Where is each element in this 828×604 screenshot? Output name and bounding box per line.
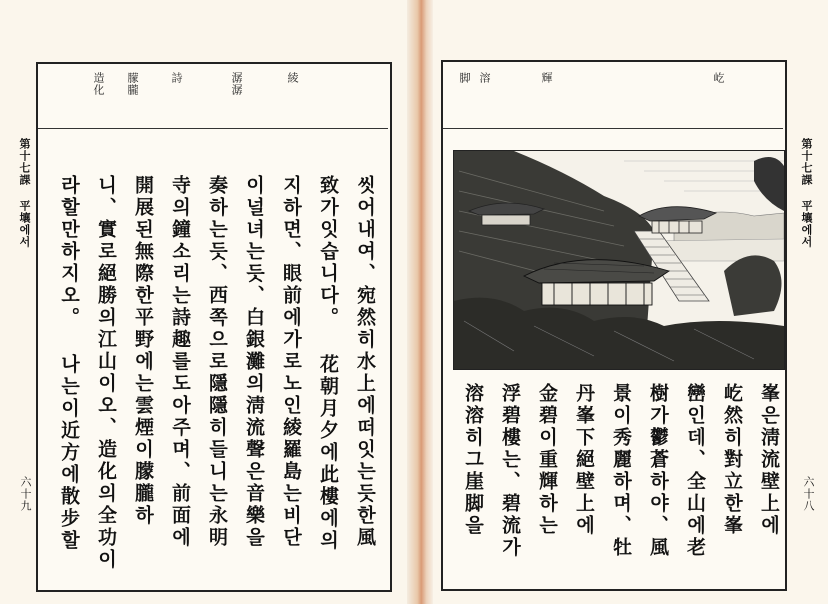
text-column: 丹峯下絕壁上에 xyxy=(573,383,595,537)
pavilion-landscape-illustration xyxy=(453,150,785,370)
text-column: 씻어내여、宛然히水上에떠잇는듯한風 xyxy=(354,175,376,549)
text-column: 峯은淸流壁上에 xyxy=(758,383,780,537)
gloss-4: 潺潺 xyxy=(230,72,243,96)
text-column: 라할만하지오。 나는이近方에散步할 xyxy=(58,175,80,552)
text-column: 開展된無際한平野에는雲煙이朦朧하 xyxy=(132,175,154,527)
text-column: 이널녀는듯、白銀灘의淸流聲은音樂을 xyxy=(243,175,265,549)
right-page-number: 六十八 xyxy=(802,476,815,512)
right-lesson-title: 第十七課 平壤에서 xyxy=(800,138,813,248)
illustration-drawing xyxy=(454,151,784,369)
gloss-3: 溶 xyxy=(478,72,491,84)
left-page-number: 六十九 xyxy=(19,476,32,512)
text-column: 지하면、眼前에가로노인綾羅島는비단 xyxy=(280,175,302,549)
book-gutter xyxy=(407,0,433,604)
text-column: 景이秀麗하며、牡 xyxy=(610,383,632,559)
text-column: 寺의鐘소리는詩趣를도아주며、前面에 xyxy=(169,175,191,549)
text-column: 奏하는듯、西쪽으로隱隱히들니는永明 xyxy=(206,175,228,549)
gloss-1: 屹 xyxy=(712,72,725,84)
text-column: 溶溶히그崖脚을 xyxy=(462,383,484,537)
text-column: 致가잇습니다。 花朝月夕에此樓에의 xyxy=(317,175,339,552)
gloss-5: 綾 xyxy=(286,72,299,84)
gloss-2: 朦朧 xyxy=(126,72,139,96)
gloss-3: 詩 xyxy=(170,72,183,84)
gloss-1: 造化 xyxy=(92,72,105,96)
left-lesson-title: 第十七課 平壤에서 xyxy=(18,138,31,248)
text-column: 니、實로絕勝의江山이오、造化의全功이 xyxy=(95,175,117,571)
text-column: 樹가鬱蒼하야、風 xyxy=(647,383,669,559)
gloss-4: 脚 xyxy=(458,72,471,84)
left-header-rule xyxy=(38,128,388,129)
text-column: 浮碧樓는、碧流가 xyxy=(499,383,521,559)
right-header-rule xyxy=(443,128,783,129)
text-column: 金碧이重輝하는 xyxy=(536,383,558,537)
text-column: 巒인데、全山에老 xyxy=(684,383,706,559)
text-column: 屹然히對立한峯 xyxy=(721,383,743,537)
gloss-2: 輝 xyxy=(540,72,553,84)
